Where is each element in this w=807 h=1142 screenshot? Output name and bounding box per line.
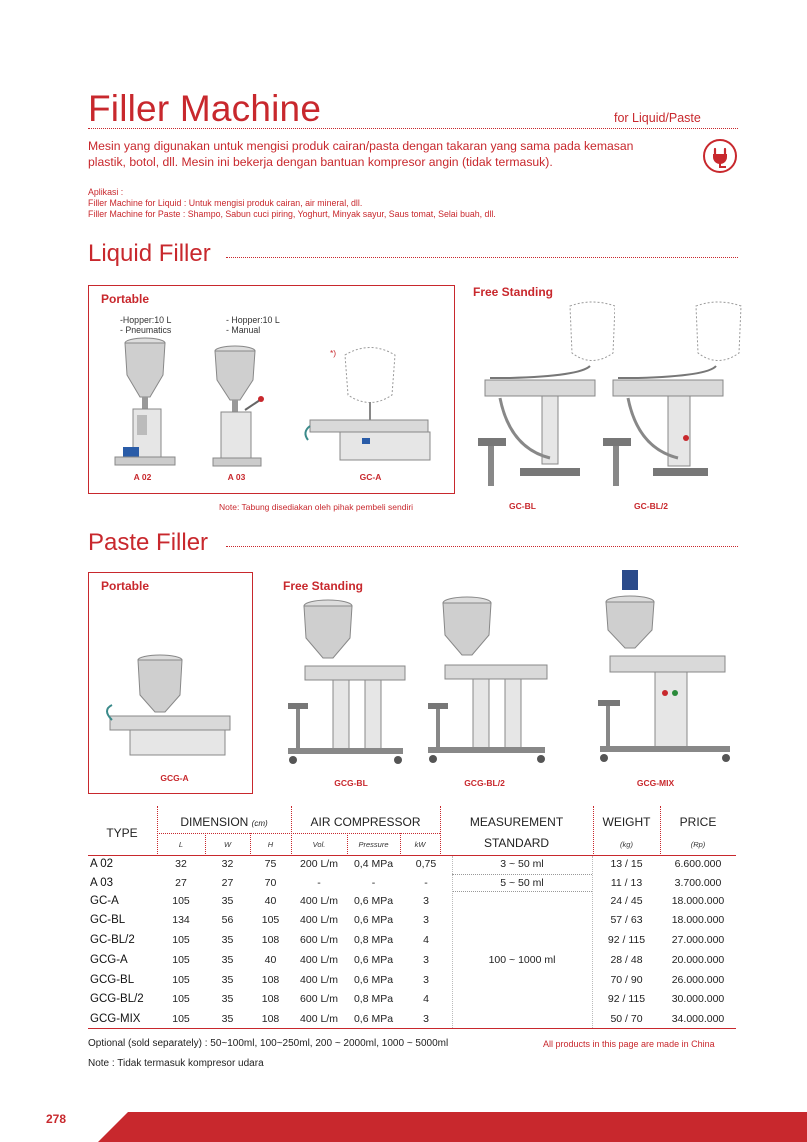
tube-mark: *): [330, 348, 337, 358]
cell-weight: 92 / 115: [607, 934, 646, 946]
machine-gcgbl2-image: [425, 595, 555, 770]
cell-pressure: 0,6 MPa: [353, 914, 394, 926]
cell-kw: 3: [423, 1013, 429, 1025]
cell-l: 105: [172, 993, 190, 1005]
cell-h: 108: [261, 1013, 280, 1025]
cell-w: 27: [221, 877, 234, 889]
footer-band: [98, 1112, 807, 1142]
cell-type: GC-A: [90, 895, 119, 907]
page-number: 278: [46, 1112, 67, 1126]
header-weight: WEIGHT: [602, 815, 651, 829]
cell-l: 32: [175, 858, 187, 870]
header-w: W: [223, 840, 232, 849]
measure-rest: 100 ~ 1000 ml: [488, 954, 556, 966]
cell-type: A 02: [90, 858, 114, 870]
machine-gcgbl-image: [283, 598, 413, 773]
paste-portable-label: Portable: [101, 579, 150, 593]
cell-w: 35: [221, 993, 234, 1005]
caption-gcbl: GC-BL: [509, 501, 536, 511]
cell-l: 27: [175, 877, 187, 889]
caption-gcgbl: GCG-BL: [334, 778, 368, 788]
header-vol: Vol.: [312, 840, 326, 849]
cell-vol: 400 L/m: [300, 954, 338, 966]
cell-vol: -: [317, 877, 321, 889]
cell-l: 134: [172, 914, 190, 926]
cell-vol: 400 L/m: [300, 895, 338, 907]
measure-a02: 3 ~ 50 ml: [500, 858, 544, 870]
cell-h: 108: [261, 993, 280, 1005]
cell-price: 34.000.000: [671, 1013, 725, 1025]
page-subtitle: for Liquid/Paste: [614, 111, 701, 125]
machine-a02-image: [105, 335, 185, 470]
header-type: TYPE: [106, 826, 138, 840]
cell-w: 56: [221, 914, 234, 926]
cell-weight: 28 / 48: [610, 954, 643, 966]
cell-type: GCG-MIX: [90, 1013, 141, 1025]
cell-kw: 4: [423, 934, 429, 946]
cell-l: 105: [172, 1013, 190, 1025]
cell-l: 105: [172, 934, 190, 946]
header-measurement: MEASUREMENT: [469, 815, 564, 829]
cell-l: 105: [172, 895, 190, 907]
header-l: L: [178, 840, 184, 849]
cell-w: 35: [221, 895, 234, 907]
header-h: H: [267, 840, 274, 849]
cell-pressure: 0,6 MPa: [353, 954, 394, 966]
cell-vol: 400 L/m: [300, 1013, 338, 1025]
cell-h: 108: [261, 934, 280, 946]
caption-gcgmix: GCG-MIX: [636, 778, 675, 788]
cell-vol: 400 L/m: [300, 974, 338, 986]
cell-w: 35: [221, 954, 234, 966]
cell-price: 26.000.000: [671, 974, 725, 986]
cell-type: A 03: [90, 877, 114, 889]
cell-h: 105: [261, 914, 280, 926]
intro-text: Mesin yang digunakan untuk mengisi produk cairan/pasta dengan takaran yang sama pada kemasan plastik, botol, dll. Mesin ini bekerja dengan bantuan kompresor angin (tidak termasuk).: [88, 139, 634, 169]
caption-gcbl2: GC-BL/2: [634, 501, 668, 511]
cell-kw: 3: [423, 974, 429, 986]
cell-l: 105: [172, 954, 190, 966]
cell-price: 3.700.000: [674, 877, 722, 889]
machine-gcbl-image: [470, 298, 615, 498]
cell-pressure: -: [371, 877, 376, 889]
cell-type: GCG-BL: [90, 974, 135, 986]
cell-type: GCG-A: [90, 954, 128, 966]
cell-w: 35: [221, 974, 234, 986]
cell-kw: 0,75: [415, 858, 437, 870]
header-weight-unit: (kg): [620, 840, 633, 849]
optional-note: Optional (sold separately) : 50~100ml, 100~250ml, 200 ~ 2000ml, 1000 ~ 5000ml: [88, 1038, 449, 1049]
liquid-divider: [226, 257, 738, 258]
cell-kw: -: [424, 877, 428, 889]
measure-a03: 5 ~ 50 ml: [500, 877, 544, 889]
spec-a03: - Hopper:10 L - Manual: [226, 315, 280, 335]
compressor-note: Note : Tidak termasuk kompresor udara: [88, 1058, 264, 1069]
liquid-free-standing-label: Free Standing: [473, 285, 554, 299]
header-dimension: DIMENSION (cm): [180, 815, 268, 829]
application-paste: Filler Machine for Paste : Shampo, Sabun cuci piring, Yoghurt, Minyak sayur, Saus tomat, Selai buah, dll.: [88, 209, 496, 219]
tube-note: Note: Tabung disediakan oleh pihak pembeli sendiri: [219, 502, 414, 512]
header-price-unit: (Rp): [690, 840, 706, 849]
cell-type: GC-BL/2: [90, 934, 135, 946]
cell-price: 18.000.000: [671, 895, 725, 907]
paste-section-title: Paste Filler: [88, 529, 209, 556]
cell-vol: 600 L/m: [300, 934, 338, 946]
cell-kw: 3: [423, 895, 429, 907]
machine-gcgmix-image: [590, 568, 740, 773]
cell-pressure: 0,6 MPa: [353, 974, 394, 986]
cell-price: 30.000.000: [671, 993, 725, 1005]
cell-vol: 200 L/m: [300, 858, 338, 870]
header-pressure: Pressure: [358, 840, 389, 849]
cell-weight: 57 / 63: [610, 914, 643, 926]
cell-price: 20.000.000: [671, 954, 725, 966]
cell-kw: 3: [423, 954, 429, 966]
cell-type: GCG-BL/2: [90, 993, 144, 1005]
cell-h: 40: [264, 954, 277, 966]
cell-w: 35: [221, 934, 234, 946]
header-kw: kW: [414, 840, 426, 849]
cell-pressure: 0,8 MPa: [353, 934, 394, 946]
machine-gcbl2-image: [598, 298, 743, 498]
paste-free-standing-label: Free Standing: [283, 579, 364, 593]
cell-pressure: 0,8 MPa: [353, 993, 394, 1005]
caption-a03: A 03: [227, 472, 246, 482]
cell-h: 40: [264, 895, 277, 907]
cell-vol: 400 L/m: [300, 914, 338, 926]
spec-a02: -Hopper:10 L - Pneumatics: [120, 315, 172, 335]
machine-gca-image: [300, 340, 442, 468]
machine-a03-image: [205, 345, 270, 470]
liquid-portable-label: Portable: [101, 292, 150, 306]
header-price: PRICE: [679, 815, 717, 829]
cell-h: 75: [264, 858, 277, 870]
page-title: Filler Machine: [88, 88, 322, 129]
header-air-compressor: AIR COMPRESSOR: [310, 815, 421, 829]
caption-a02: A 02: [133, 472, 152, 482]
cell-l: 105: [172, 974, 190, 986]
cell-kw: 4: [423, 993, 429, 1005]
cell-pressure: 0,4 MPa: [353, 858, 394, 870]
cell-weight: 13 / 15: [610, 858, 643, 870]
caption-gca: GC-A: [359, 472, 382, 482]
cell-pressure: 0,6 MPa: [353, 895, 394, 907]
cell-kw: 3: [423, 914, 429, 926]
cell-price: 6.600.000: [674, 858, 722, 870]
cell-h: 108: [261, 974, 280, 986]
caption-gcgbl2: GCG-BL/2: [464, 778, 505, 788]
applications: [88, 187, 496, 220]
header-standard: STANDARD: [483, 836, 550, 850]
plug-icon: [703, 139, 737, 173]
cell-w: 32: [221, 858, 234, 870]
title-divider: [88, 128, 738, 129]
machine-gcga-image: [100, 650, 240, 768]
cell-weight: 24 / 45: [610, 895, 643, 907]
cell-price: 18.000.000: [671, 914, 725, 926]
liquid-section-title: Liquid Filler: [88, 240, 211, 267]
application-liquid: Filler Machine for Liquid : Untuk mengisi produk cairan, air mineral, dll.: [88, 198, 363, 208]
cell-weight: 92 / 115: [607, 993, 646, 1005]
cell-h: 70: [264, 877, 277, 889]
caption-gcga: GCG-A: [160, 773, 189, 783]
cell-type: GC-BL: [90, 914, 126, 926]
made-in-note: All products in this page are made in China: [543, 1039, 715, 1049]
cell-weight: 50 / 70: [610, 1013, 643, 1025]
cell-weight: 70 / 90: [610, 974, 643, 986]
cell-pressure: 0,6 MPa: [353, 1013, 394, 1025]
paste-divider: [226, 546, 738, 547]
cell-weight: 11 / 13: [610, 877, 643, 889]
cell-vol: 600 L/m: [300, 993, 338, 1005]
cell-w: 35: [221, 1013, 234, 1025]
cell-price: 27.000.000: [671, 934, 725, 946]
applications-label: Aplikasi :: [88, 187, 124, 197]
